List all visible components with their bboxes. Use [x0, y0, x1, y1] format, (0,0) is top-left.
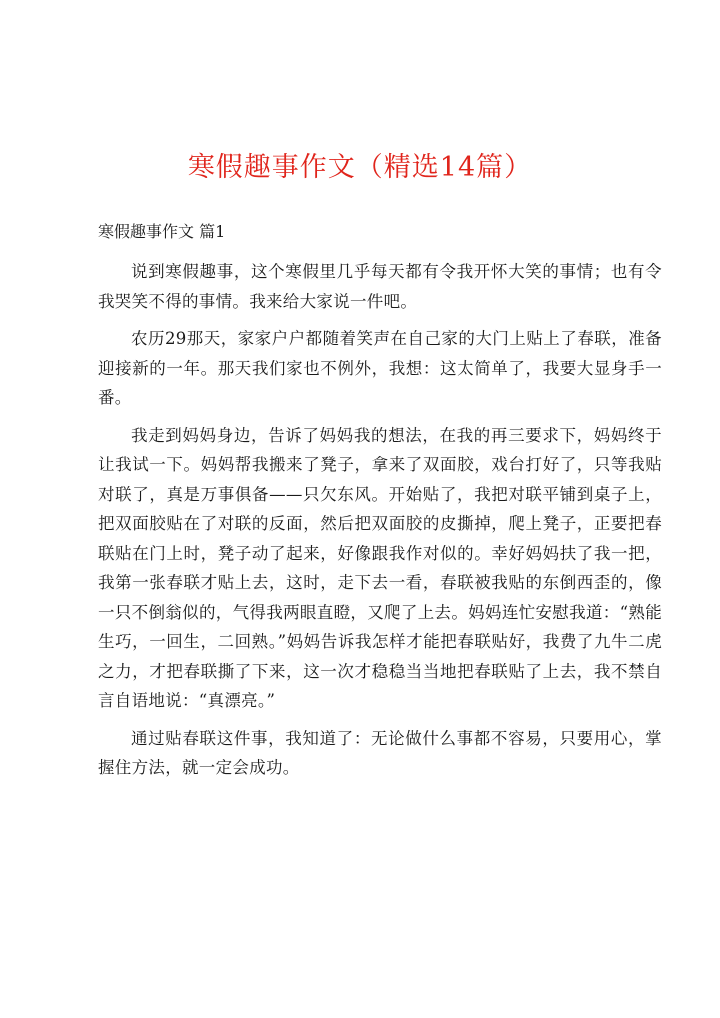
paragraph: 农历29那天，家家户户都随着笑声在自己家的大门上贴上了春联，准备迎接新的一年。那天我们家也不例外，我想：这太简单了，我要大显身手一番。 [98, 329, 662, 407]
paragraph: 通过贴春联这件事，我知道了：无论做什么事都不容易，只要用心，掌握住方法，就一定会成功。 [98, 728, 662, 777]
paragraph: 我走到妈妈身边，告诉了妈妈我的想法，在我的再三要求下，妈妈终于让我试一下。妈妈帮我搬来了凳子，拿来了双面胶，戏台打好了，只等我贴对联了，真是万事俱备——只欠东风。开始贴了，我把对联平铺到桌子上，把双面胶贴在了对联的反面，然后把双面胶的皮撕掉，爬上凳子，正要把春联贴在门上时，凳子动了起来，好像跟我作对似的。幸好妈妈扶了我一把，我第一张春联才贴上去，这时，走下去一看，春联被我贴的东倒西歪的，像一只不倒翁似的，气得我两眼直瞪，又爬了上去。妈妈连忙安慰我道：“熟能生巧，一回生，二回熟。”妈妈告诉我怎样才能把春联贴好，我费了九牛二虎之力，才把春联撕了下来，这一次才稳稳当当地把春联贴了上去，我不禁自言自语地说：“真漂亮。” [98, 425, 662, 710]
section-heading: 寒假趣事作文 篇1 [98, 222, 226, 241]
paragraph: 说到寒假趣事，这个寒假里几乎每天都有令我开怀大笑的事情；也有令我哭笑不得的事情。我来给大家说一件吧。 [98, 262, 662, 311]
document-title: 寒假趣事作文（精选14篇） [187, 152, 533, 183]
article-body [98, 257, 662, 791]
